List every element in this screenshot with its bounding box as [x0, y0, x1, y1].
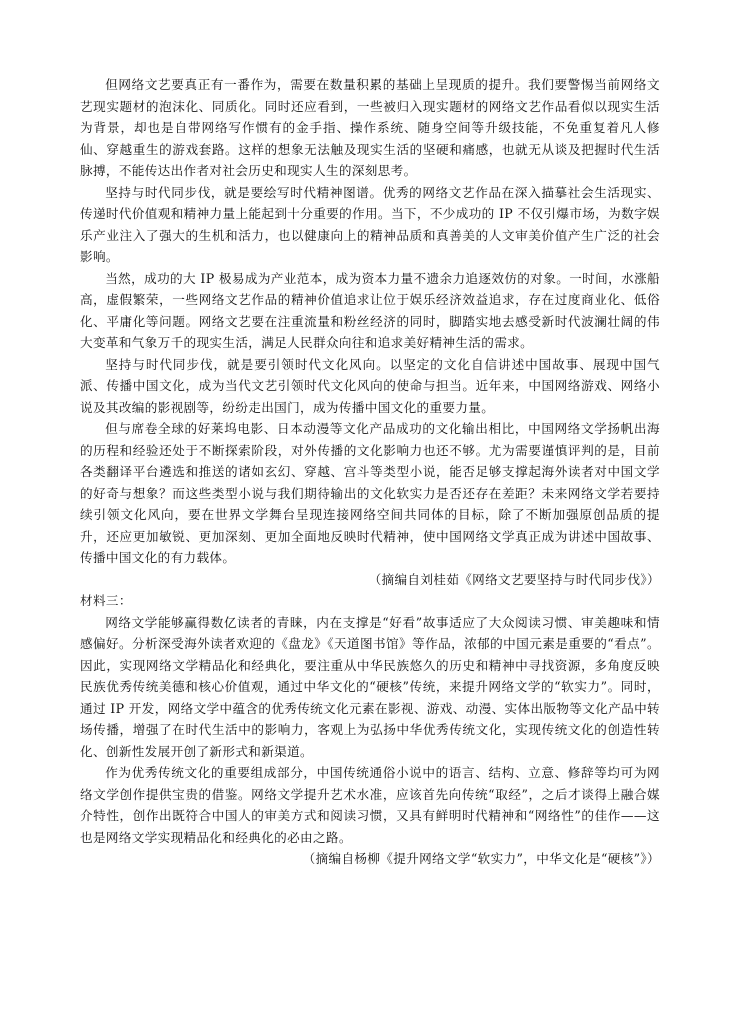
- material2-paragraph-3: 当然，成功的大 IP 极易成为产业范本，成为资本力量不遗余力追逐效仿的对象。一时间，水涨船高，虚假繁荣，一些网络文艺作品的精神价值追求让位于娱乐经济效益追求，存在过度商业化、低俗化、平庸化等问题。网络文艺要在注重流量和粉丝经济的同时，脚踏实地去感受新时代波澜壮阔的伟大变革和气象万千的现实生活，满足人民群众向往和追求美好精神生活的需求。: [80, 270, 660, 350]
- material2-paragraph-1: 但网络文艺要真正有一番作为，需要在数量积累的基础上呈现质的提升。我们要警惕当前网络文艺现实题材的泡沫化、同质化。同时还应看到，一些被归入现实题材的网络文艺作品看似以现实生活为背景，却也是自带网络写作惯有的金手指、操作系统、随身空间等升级技能，不免重复着凡人修仙、穿越重生的游戏套路。这样的想象无法触及现实生活的坚硬和痛感，也就无从谈及把握时代生活脉搏，不能传达出作者对社会历史和现实人生的深刻思考。: [80, 77, 660, 178]
- material3-heading: 材料三：: [80, 593, 132, 608]
- material2-paragraph-4: 坚持与时代同步伐，就是要引领时代文化风向。以坚定的文化自信讲述中国故事、展现中国气派、传播中国文化，成为当代文艺引领时代文化风向的使命与担当。近年来，中国网络游戏、网络小说及其改编的影视剧等，纷纷走出国门，成为传播中国文化的重要力量。: [80, 356, 660, 415]
- page-content: [80, 74, 660, 870]
- material3-paragraph-1: 网络文学能够赢得数亿读者的青睐，内在支撑是“好看”故事适应了大众阅读习惯、审美趣味和情感偏好。分析深受海外读者欢迎的《盘龙》《天道图书馆》等作品，浓郁的中国元素是重要的“看点”。因此，实现网络文学精品化和经典化，要注重从中华民族悠久的历史和精神中寻找资源，多角度反映民族优秀传统美德和核心价值观，通过中华文化的“硬核”传统，来提升网络文学的“软实力”。同时，通过 IP 开发，网络文学中蕴含的优秀传统文化元素在影视、游戏、动漫、实体出版物等文化产品中转场传播，增强了在时代生活中的影响力，客观上为弘扬中华优秀传统文化，实现传统文化的创造性转化、创新性发展开创了新形式和新渠道。: [80, 614, 660, 759]
- material2-paragraph-2: 坚持与时代同步伐，就是要绘写时代精神图谱。优秀的网络文艺作品在深入描摹社会生活现实、传递时代价值观和精神力量上能起到十分重要的作用。当下，不少成功的 IP 不仅引爆市场，为数字娱乐产业注入了强大的生机和活力，也以健康向上的精神品质和真善美的人文审美价值产生广泛的社会影响。: [80, 184, 660, 264]
- material2-paragraph-5: 但与席卷全球的好莱坞电影、日本动漫等文化产品成功的文化输出相比，中国网络文学扬帆出海的历程和经验还处于不断探索阶段，对外传播的文化影响力也还不够。尤为需要谨慎评判的是，目前各类翻译平台遴选和推送的诸如玄幻、穿越、宫斗等类型小说，能否足够支撑起海外读者对中国文学的好奇与想象？而这些类型小说与我们期待输出的文化软实力是否还存在差距？未来网络文学若要持续引领文化风向，要在世界文学舞台呈现连接网络空间共同体的目标，除了不断加强原创品质的提升，还应更加敏锐、更加深刻、更加全面地反映时代精神，使中国网络文学真正成为讲述中国故事、传播中国文化的有力载体。: [80, 421, 660, 565]
- material3-source: （摘编自杨柳《提升网络文学“软实力”，中华文化是“硬核”》）: [302, 851, 660, 866]
- material2-source: （摘编自刘桂茹《网络文艺要坚持与时代同步伐》）: [368, 571, 660, 587]
- material3-paragraph-2: 作为优秀传统文化的重要组成部分，中国传统通俗小说中的语言、结构、立意、修辞等均可为网络文学创作提供宝贵的借鉴。网络文学提升艺术水准，应该首先向传统“取经”，之后才谈得上融合媒介特性，创作出既符合中国人的审美方式和阅读习惯，又具有鲜明时代精神和“网络性”的佳作——这也是网络文学实现精品化和经典化的必由之路。: [80, 765, 660, 845]
